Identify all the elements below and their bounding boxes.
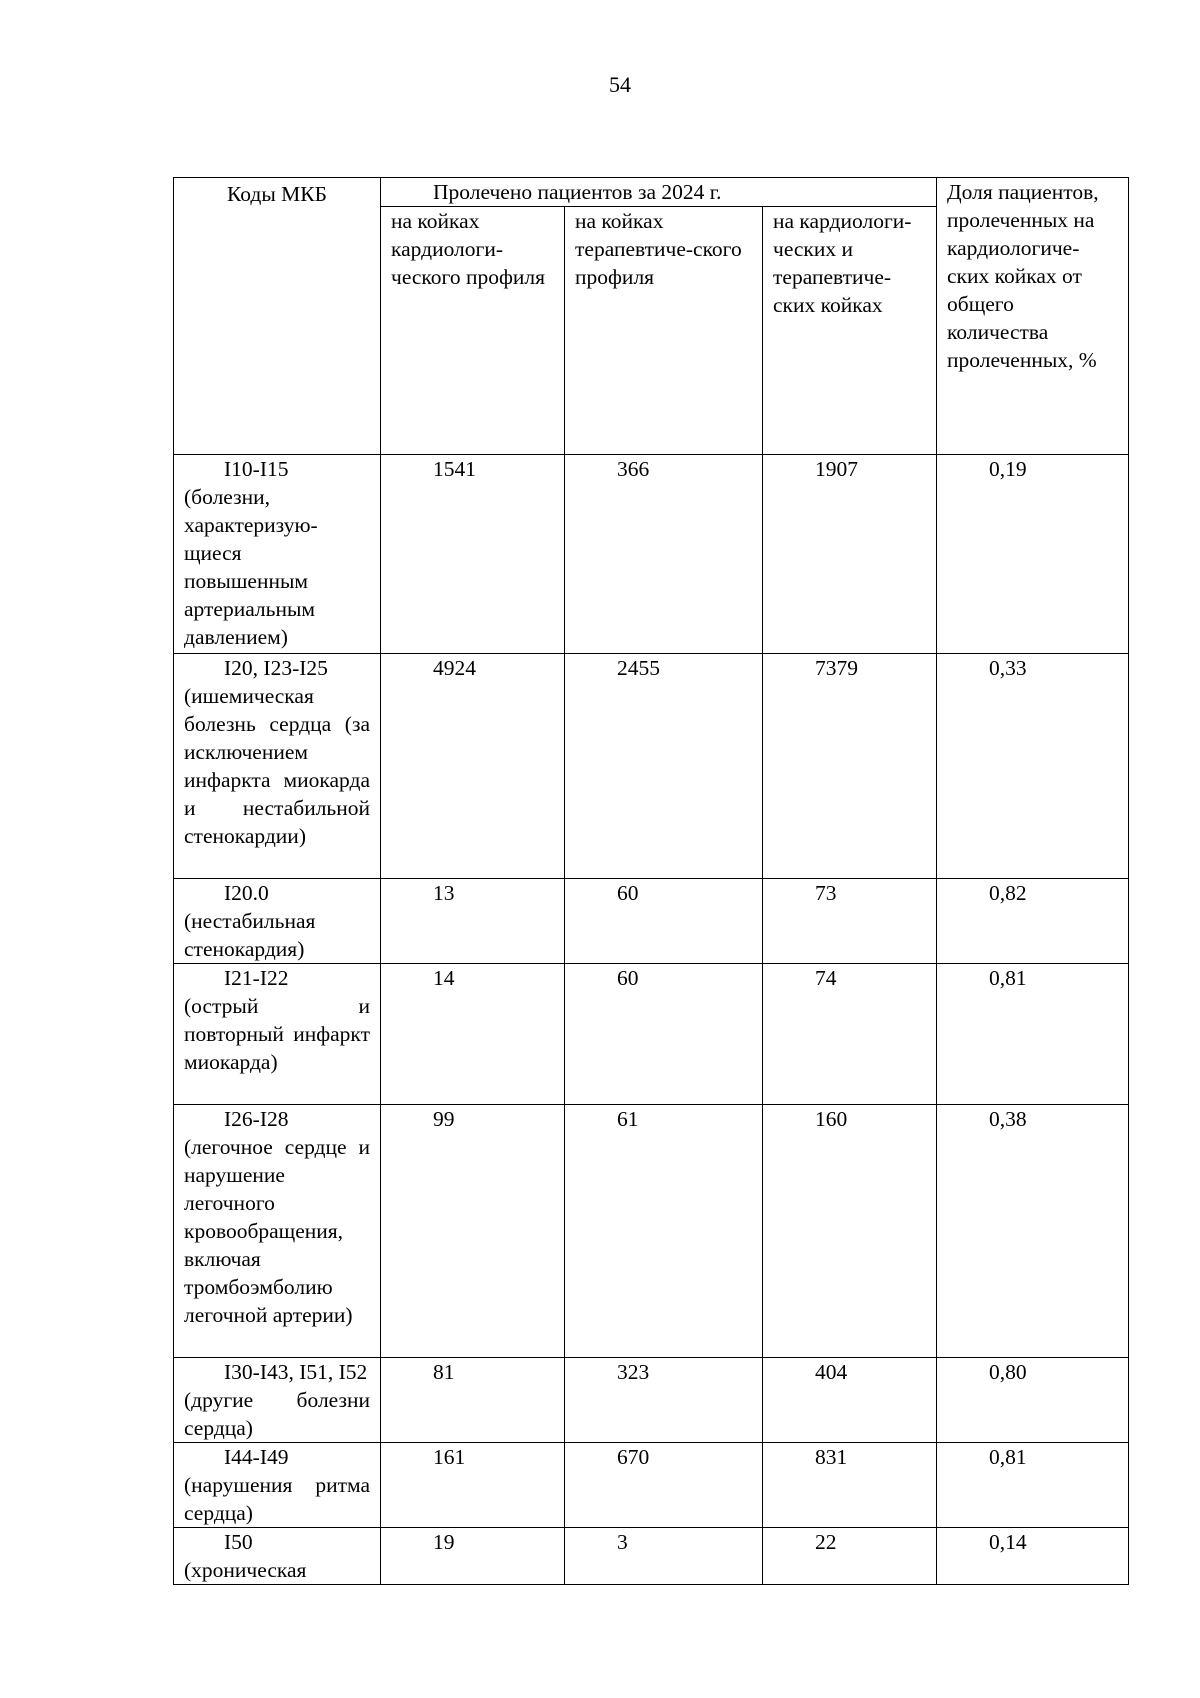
icd-code: I26-I28: [224, 1107, 289, 1131]
cardio-count: 14: [381, 964, 565, 1105]
share-value: 0,80: [937, 1358, 1129, 1443]
icd-code: I30-I43, I51, I52: [224, 1360, 368, 1384]
both-count: 22: [763, 1528, 937, 1585]
cardio-count: 1541: [381, 455, 565, 654]
both-count: 404: [763, 1358, 937, 1443]
icd-code: I20, I23-I25: [224, 656, 328, 680]
icd-description: (нарушения ритма сердца): [184, 1473, 370, 1525]
both-count: 831: [763, 1443, 937, 1528]
table-row: [174, 455, 1129, 654]
icd-description: (хроническая: [184, 1558, 307, 1582]
table-row: [174, 1443, 1129, 1528]
icd-code-cell: [174, 455, 381, 654]
header-cardio: на койках кардиологи-ческого профиля: [381, 207, 565, 455]
header-codes: Коды МКБ: [174, 178, 381, 455]
icd-description: (другие болезни сердца): [184, 1388, 370, 1440]
icd-code-cell: [174, 1105, 381, 1358]
share-value: 0,81: [937, 964, 1129, 1105]
page-number: 54: [609, 72, 631, 97]
both-count: 160: [763, 1105, 937, 1358]
table-row: [174, 879, 1129, 964]
therapy-count: 366: [565, 455, 763, 654]
icd-code: I10-I15: [224, 457, 289, 481]
share-value: 0,82: [937, 879, 1129, 964]
icd-code-cell: [174, 964, 381, 1105]
table-header-row: [174, 178, 1129, 207]
icd-description: (легочное сердце и нарушение легочного кровообращения, включая тромбоэмболию легочной артерии): [184, 1135, 370, 1327]
both-count: 7379: [763, 654, 937, 879]
cardio-count: 13: [381, 879, 565, 964]
therapy-count: 3: [565, 1528, 763, 1585]
therapy-count: 60: [565, 879, 763, 964]
table-row: [174, 964, 1129, 1105]
header-share: Доля пациентов, пролеченных на кардиологиче-ских койках от общего количества пролеченных, %: [937, 178, 1129, 455]
icd-code-cell: [174, 1443, 381, 1528]
both-count: 73: [763, 879, 937, 964]
icd-code-cell: [174, 1358, 381, 1443]
therapy-count: 323: [565, 1358, 763, 1443]
icd-code-cell: [174, 1528, 381, 1585]
cardio-count: 99: [381, 1105, 565, 1358]
table-row: [174, 1358, 1129, 1443]
table-row: [174, 654, 1129, 879]
icd-code: I44-I49: [224, 1445, 289, 1469]
cardio-count: 81: [381, 1358, 565, 1443]
share-value: 0,38: [937, 1105, 1129, 1358]
header-both: на кардиологи-ческих и терапевтиче-ских койках: [763, 207, 937, 455]
icd-code: I50: [224, 1530, 253, 1554]
therapy-count: 60: [565, 964, 763, 1105]
both-count: 1907: [763, 455, 937, 654]
share-value: 0,14: [937, 1528, 1129, 1585]
icd-code: I21-I22: [224, 966, 289, 990]
therapy-count: 2455: [565, 654, 763, 879]
cardio-count: 19: [381, 1528, 565, 1585]
icd-code: I20.0: [224, 881, 269, 905]
cardio-count: 161: [381, 1443, 565, 1528]
icd-statistics-table: [173, 177, 1129, 1585]
table-row: [174, 1528, 1129, 1585]
share-value: 0,81: [937, 1443, 1129, 1528]
cardio-count: 4924: [381, 654, 565, 879]
icd-description: (болезни, характеризую-щиеся повышенным артериальным давлением): [184, 485, 318, 649]
share-value: 0,19: [937, 455, 1129, 654]
icd-description: (ишемическая болезнь сердца (за исключением инфаркта миокарда и нестабильной стенокардии): [184, 684, 370, 848]
icd-description: (острый и повторный инфаркт миокарда): [184, 994, 370, 1074]
table-row: [174, 1105, 1129, 1358]
therapy-count: 61: [565, 1105, 763, 1358]
share-value: 0,33: [937, 654, 1129, 879]
header-therapy: на койках терапевтиче-ского профиля: [565, 207, 763, 455]
icd-description: (нестабильная стенокардия): [184, 909, 316, 961]
icd-code-cell: [174, 879, 381, 964]
therapy-count: 670: [565, 1443, 763, 1528]
icd-code-cell: [174, 654, 381, 879]
header-treated-group: Пролечено пациентов за 2024 г.: [381, 178, 937, 207]
both-count: 74: [763, 964, 937, 1105]
